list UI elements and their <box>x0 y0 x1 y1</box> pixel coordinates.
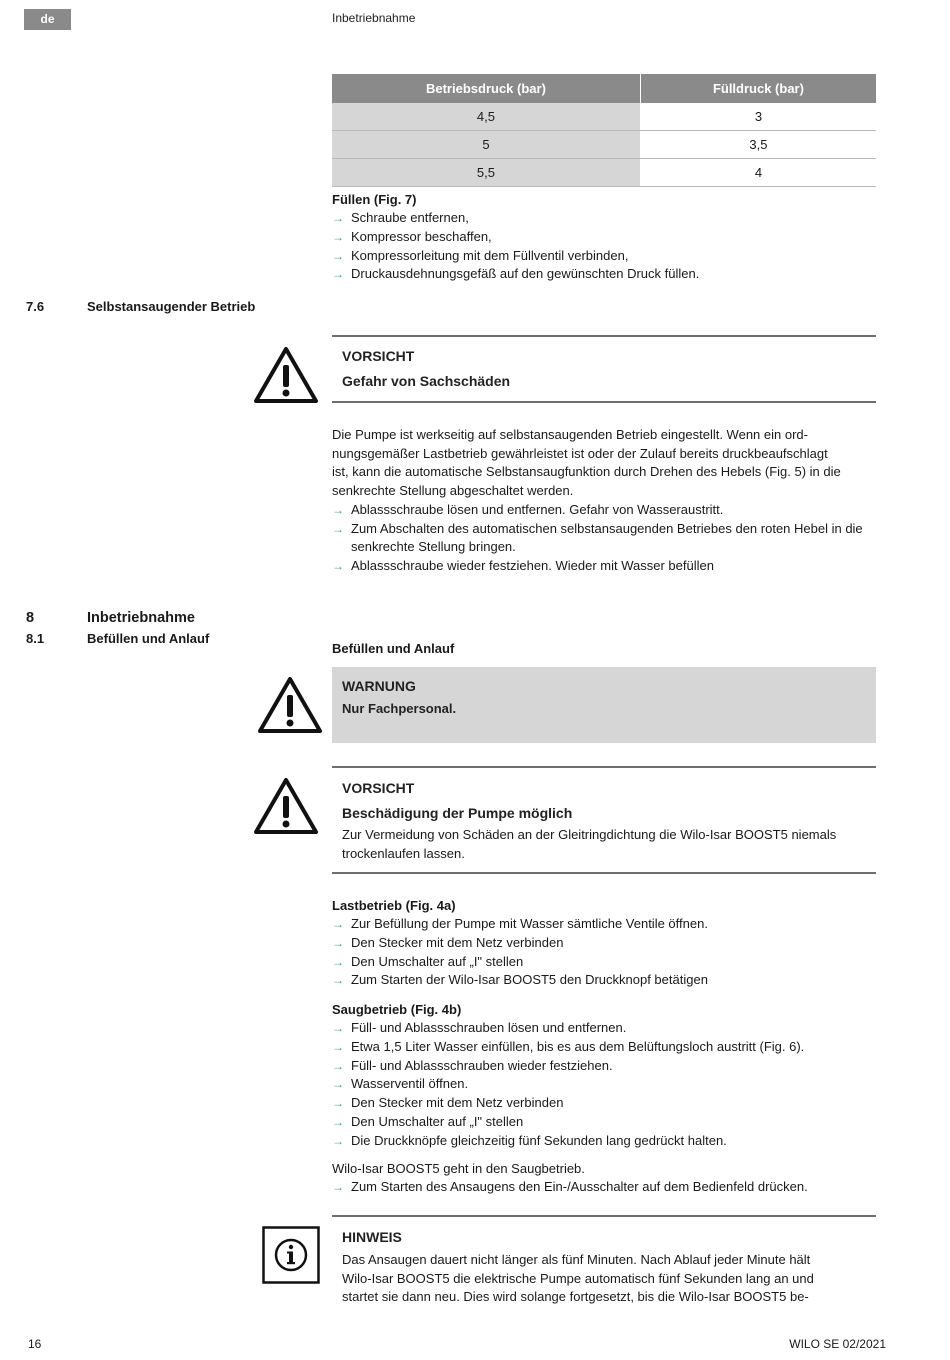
befuellen-heading: Befüllen und Anlauf <box>332 641 455 656</box>
saugbetrieb-note: Wilo-Isar BOOST5 geht in den Saugbetrieb. <box>332 1160 585 1176</box>
list-item: → Kompressor beschaffen, <box>332 228 892 247</box>
table-cell: 4 <box>640 159 876 187</box>
arrow-icon: → <box>332 973 344 988</box>
list-item: → Den Stecker mit dem Netz verbinden <box>332 934 892 953</box>
pressure-table <box>332 74 876 187</box>
list-item: → Den Umschalter auf „I" stellen <box>332 1113 892 1132</box>
arrow-icon: → <box>332 502 344 517</box>
selbstansaug-list <box>332 501 892 576</box>
section-title-7-6: Selbstansaugender Betrieb <box>87 299 256 314</box>
list-item: → Wasserventil öffnen. <box>332 1075 892 1094</box>
section-number-8: 8 <box>26 610 35 626</box>
selbstansaug-section <box>332 426 892 576</box>
arrow-icon: → <box>332 1096 344 1111</box>
table-cell: 4,5 <box>332 103 640 131</box>
list-item: → Zur Befüllung der Pumpe mit Wasser sämtliche Ventile öffnen. <box>332 915 892 934</box>
warning-triangle-icon <box>252 776 320 836</box>
list-item: → Zum Abschalten des automatischen selbstansaugenden Betriebes den roten Hebel in die senkrechte Stellung bringen. <box>332 520 863 555</box>
list-item: → Den Stecker mit dem Netz verbinden <box>332 1094 892 1113</box>
arrow-icon: → <box>332 229 344 244</box>
warning-triangle-icon <box>256 675 324 735</box>
table-row <box>332 131 876 159</box>
page-number: 16 <box>28 1337 42 1351</box>
arrow-icon: → <box>332 1039 344 1054</box>
caution-notice <box>332 335 876 403</box>
list-item: → Ablassschraube lösen und entfernen. Gefahr von Wasseraustritt. <box>332 501 892 520</box>
list-item: → Druckausdehnungsgefäß auf den gewünschten Druck füllen. <box>332 265 892 284</box>
arrow-icon: → <box>332 1021 344 1035</box>
arrow-icon: → <box>332 211 344 225</box>
table-cell: 3,5 <box>640 131 876 159</box>
arrow-icon: → <box>332 1180 344 1195</box>
saugbetrieb-section <box>332 1000 892 1197</box>
language-tab: de <box>24 9 71 30</box>
list-item: → Füll- und Ablassschrauben lösen und entfernen. <box>332 1019 892 1038</box>
table-cell: 5 <box>332 131 640 159</box>
table-row <box>332 103 876 131</box>
running-header-title: Inbetriebnahme <box>332 11 416 25</box>
caution-label: VORSICHT <box>342 780 415 796</box>
list-item: → Den Umschalter auf „I" stellen <box>332 953 892 972</box>
arrow-icon: → <box>332 1077 344 1092</box>
warning-notice <box>332 667 876 743</box>
list-item: → Schraube entfernen, <box>332 209 892 228</box>
hint-label: HINWEIS <box>342 1229 402 1245</box>
warning-triangle-icon <box>252 345 320 405</box>
table-header-betriebsdruck: Betriebsdruck (bar) <box>332 74 640 103</box>
hint-text: Das Ansaugen dauert nicht länger als fünf Minuten. Nach Ablauf jeder Minute hält Wilo-Isar BOOST5 die elektrische Pumpe automatisch fünf Sekunden lang an und startet sie dann neu. Dies wird solange fortgesetzt, bis die Wilo-Isar BOOST5 be- <box>342 1252 814 1305</box>
saugbetrieb-title: Saugbetrieb (Fig. 4b) <box>332 1002 462 1017</box>
list-item: → Etwa 1,5 Liter Wasser einfüllen, bis es aus dem Belüftungsloch austritt (Fig. 6). <box>332 1038 892 1057</box>
arrow-icon: → <box>332 1058 344 1073</box>
table-cell: 3 <box>640 103 876 131</box>
caution-title: Beschädigung der Pumpe möglich <box>342 805 573 821</box>
list-item: → Die Druckknöpfe gleichzeitig fünf Sekunden lang gedrückt halten. <box>332 1132 892 1151</box>
arrow-icon: → <box>332 248 344 263</box>
fuellen-section <box>332 190 892 284</box>
caution-text: Gefahr von Sachschäden <box>342 373 511 389</box>
table-header-fuelldruck: Fülldruck (bar) <box>640 74 876 103</box>
table-row <box>332 159 876 187</box>
warning-text: Nur Fachpersonal. <box>342 701 457 716</box>
arrow-icon: → <box>332 559 344 574</box>
caution-text: Zur Vermeidung von Schäden an der Gleitringdichtung die Wilo-Isar BOOST5 niemals trockenlaufen lassen. <box>342 827 837 861</box>
table-cell: 5,5 <box>332 159 640 187</box>
fuellen-list <box>332 209 892 284</box>
arrow-icon: → <box>332 1133 344 1148</box>
arrow-icon: → <box>332 935 344 950</box>
arrow-icon: → <box>332 917 344 931</box>
lastbetrieb-section <box>332 896 892 990</box>
arrow-icon: → <box>332 267 344 282</box>
section-title-8-1: Befüllen und Anlauf <box>87 631 210 646</box>
list-item: → Zum Starten des Ansaugens den Ein-/Ausschalter auf dem Bedienfeld drücken. <box>332 1178 892 1197</box>
saugbetrieb-list <box>332 1019 892 1151</box>
list-item: → Kompressorleitung mit dem Füllventil verbinden, <box>332 247 892 266</box>
arrow-icon: → <box>332 521 344 536</box>
list-item: → Zum Starten der Wilo-Isar BOOST5 den Druckknopf betätigen <box>332 971 892 990</box>
saugbetrieb-after-list <box>332 1178 892 1197</box>
lastbetrieb-title: Lastbetrieb (Fig. 4a) <box>332 898 456 913</box>
list-item: → Ablassschraube wieder festziehen. Wieder mit Wasser befüllen <box>332 557 892 576</box>
fuellen-title: Füllen (Fig. 7) <box>332 192 417 207</box>
hint-notice <box>332 1215 876 1317</box>
arrow-icon: → <box>332 1114 344 1129</box>
lastbetrieb-list <box>332 915 892 990</box>
section-number-7-6: 7.6 <box>26 299 45 314</box>
section-number-8-1: 8.1 <box>26 631 45 646</box>
footer-publisher: WILO SE 02/2021 <box>789 1337 886 1351</box>
warning-label: WARNUNG <box>342 678 416 694</box>
list-item: → Füll- und Ablassschrauben wieder festziehen. <box>332 1057 892 1076</box>
arrow-icon: → <box>332 954 344 969</box>
section-title-8: Inbetriebnahme <box>87 610 195 626</box>
selbstansaug-paragraph: Die Pumpe ist werkseitig auf selbstansaugenden Betrieb eingestellt. Wenn ein ord- nungsgemäßer Lastbetrieb gewährleistet ist oder der Zulauf bereits druckbeaufschlagt ist, kann die automatische Selbstansaugfunktion durch Drehen des Hebels (Fig. 5) in die senkrechte Stellung abgeschaltet werden. <box>332 427 841 499</box>
info-icon <box>262 1226 320 1284</box>
caution-notice-pump <box>332 766 876 874</box>
caution-label: VORSICHT <box>342 348 415 364</box>
